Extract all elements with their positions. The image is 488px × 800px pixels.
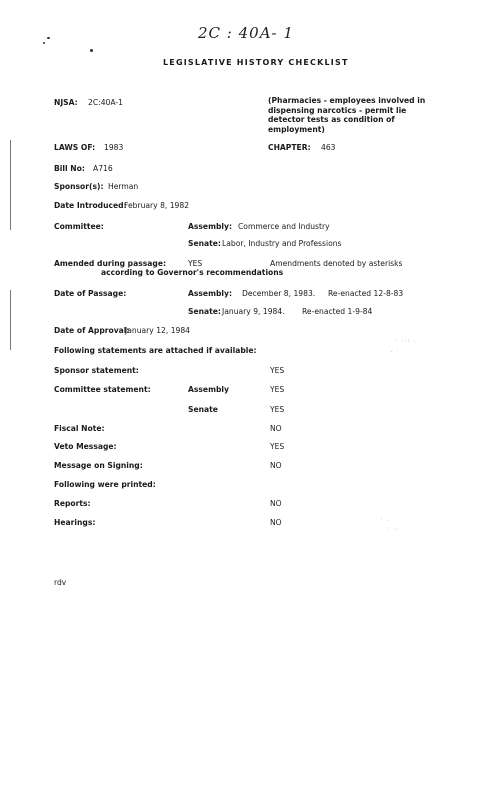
committee-statement-senate-label: Senate — [188, 405, 218, 414]
scan-smudge: · .·: . — [395, 338, 417, 344]
laws-of-value: 1983 — [104, 143, 124, 152]
scan-edge-line — [10, 290, 11, 350]
description: (Pharmacies - employees involved in dispensing narcotics - permit lie detector tests as condition of employment) — [268, 96, 426, 134]
sponsors-label: Sponsor(s): — [54, 182, 104, 191]
page-title: LEGISLATIVE HISTORY CHECKLIST — [163, 58, 349, 67]
committee-assembly-value: Commerce and Industry — [238, 222, 330, 231]
attached-heading: Following statements are attached if available: — [54, 346, 257, 355]
committee-statement-senate-value: YES — [270, 405, 285, 414]
passage-assembly-value: December 8, 1983. — [242, 289, 316, 298]
passage-senate-label: Senate: — [188, 307, 221, 316]
scan-smudge: . · — [390, 348, 400, 354]
message-on-signing-value: NO — [270, 461, 282, 470]
bill-no-value: A716 — [93, 164, 113, 173]
amended-label: Amended during passage: — [54, 259, 167, 268]
committee-assembly-label: Assembly: — [188, 222, 233, 231]
scan-speck — [43, 42, 45, 44]
chapter-label: CHAPTER: — [268, 143, 311, 152]
committee-statement-assembly-label: Assembly — [188, 385, 229, 394]
scan-edge-line — [10, 140, 11, 230]
committee-statement-assembly-value: YES — [270, 385, 285, 394]
hearings-value: NO — [270, 518, 282, 527]
fiscal-note-value: NO — [270, 424, 282, 433]
passage-assembly-reenacted: Re-enacted 12-8-83 — [328, 289, 404, 298]
reports-label: Reports: — [54, 499, 91, 508]
amended-value: YES — [188, 259, 203, 268]
date-of-approval-value: January 12, 1984 — [125, 326, 191, 335]
njsa-value: 2C:40A-1 — [88, 98, 123, 107]
scan-speck — [90, 49, 93, 52]
scan-smudge: · . — [380, 517, 390, 523]
date-introduced-label: Date Introduced: — [54, 201, 127, 210]
passage-assembly-label: Assembly: — [188, 289, 233, 298]
amended-note-continued: according to Governor's recommendations — [101, 268, 284, 277]
sponsor-statement-label: Sponsor statement: — [54, 366, 139, 375]
laws-of-label: LAWS OF: — [54, 143, 96, 152]
scan-smudge: · ·. — [386, 526, 399, 532]
sponsor-statement-value: YES — [270, 366, 285, 375]
date-of-approval-label: Date of Approval: — [54, 326, 130, 335]
printed-heading: Following were printed: — [54, 480, 156, 489]
njsa-label: NJSA: — [54, 98, 78, 107]
committee-senate-value: Labor, Industry and Professions — [222, 239, 342, 248]
initials: rdv — [54, 578, 67, 587]
passage-senate-value: January 9, 1984. — [222, 307, 285, 316]
handwritten-number: 2C : 40A- 1 — [198, 24, 294, 42]
bill-no-label: Bill No: — [54, 164, 85, 173]
committee-statement-label: Committee statement: — [54, 385, 151, 394]
date-of-passage-label: Date of Passage: — [54, 289, 127, 298]
reports-value: NO — [270, 499, 282, 508]
message-on-signing-label: Message on Signing: — [54, 461, 143, 470]
hearings-label: Hearings: — [54, 518, 96, 527]
committee-label: Committee: — [54, 222, 104, 231]
committee-senate-label: Senate: — [188, 239, 221, 248]
fiscal-note-label: Fiscal Note: — [54, 424, 105, 433]
veto-message-label: Veto Message: — [54, 442, 117, 451]
scan-speck — [47, 37, 50, 39]
chapter-value: 463 — [321, 143, 336, 152]
date-introduced-value: February 8, 1982 — [124, 201, 190, 210]
veto-message-value: YES — [270, 442, 285, 451]
passage-senate-reenacted: Re-enacted 1-9-84 — [302, 307, 373, 316]
sponsors-value: Herman — [108, 182, 139, 191]
amended-note: Amendments denoted by asterisks — [270, 259, 403, 268]
